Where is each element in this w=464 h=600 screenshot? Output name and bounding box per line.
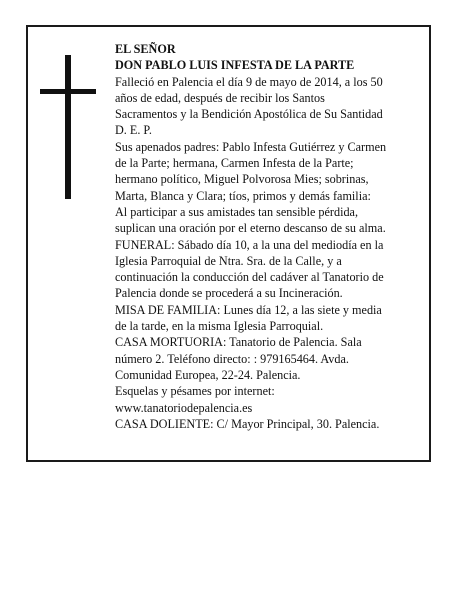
text-line: www.tanatoriodepalencia.es (115, 400, 253, 415)
text-line: suplican una oración por el eterno descanso de su alma. (115, 221, 386, 236)
text-line: Comunidad Europea, 22-24. Palencia. (115, 367, 301, 382)
text-line: CASA MORTUORIA: Tanatorio de Palencia. Sala (115, 335, 362, 350)
heading-name: DON PABLO LUIS INFESTA DE LA PARTE (115, 58, 355, 73)
cross-horizontal-bar (40, 89, 96, 94)
text-line: Marta, Blanca y Clara; tíos, primos y demás familia: (115, 188, 371, 203)
text-line: años de edad, después de recibir los Santos (115, 90, 325, 105)
text-line: Falleció en Palencia el día 9 de mayo de 2014, a los 50 (115, 74, 383, 89)
text-line: Sacramentos y la Bendición Apostólica de Su Santidad (115, 107, 383, 122)
text-line: Al participar a sus amistades tan sensible pérdida, (115, 204, 359, 219)
text-line: MISA DE FAMILIA: Lunes día 12, a las siete y media (115, 302, 382, 317)
text-line: Iglesia Parroquial de Ntra. Sra. de la Calle, y a (115, 253, 342, 268)
text-line: número 2. Teléfono directo: : 979165464. Avda. (115, 351, 349, 366)
cross-vertical-bar (65, 55, 71, 199)
obituary-notice (26, 25, 431, 462)
text-line: de la Parte; hermana, Carmen Infesta de la Parte; (115, 156, 354, 171)
text-line: FUNERAL: Sábado día 10, a la una del mediodía en la (115, 237, 384, 252)
text-line: Palencia donde se procederá a su Incineración. (115, 286, 343, 301)
text-line: Esquelas y pésames por internet: (115, 384, 275, 399)
text-line: D. E. P. (115, 123, 152, 138)
text-line: Sus apenados padres: Pablo Infesta Gutiérrez y Carmen (115, 139, 387, 154)
cross-icon (40, 55, 96, 199)
obituary-text (115, 41, 431, 432)
text-line: de la tarde, en la misma Iglesia Parroquial. (115, 319, 324, 334)
text-line: hermano político, Miguel Polvorosa Mies; sobrinas, (115, 172, 369, 187)
text-line: continuación la conducción del cadáver al Tanatorio de (115, 270, 384, 285)
text-line: CASA DOLIENTE: C/ Mayor Principal, 30. Palencia. (115, 416, 380, 431)
heading-title: EL SEÑOR (115, 42, 176, 56)
